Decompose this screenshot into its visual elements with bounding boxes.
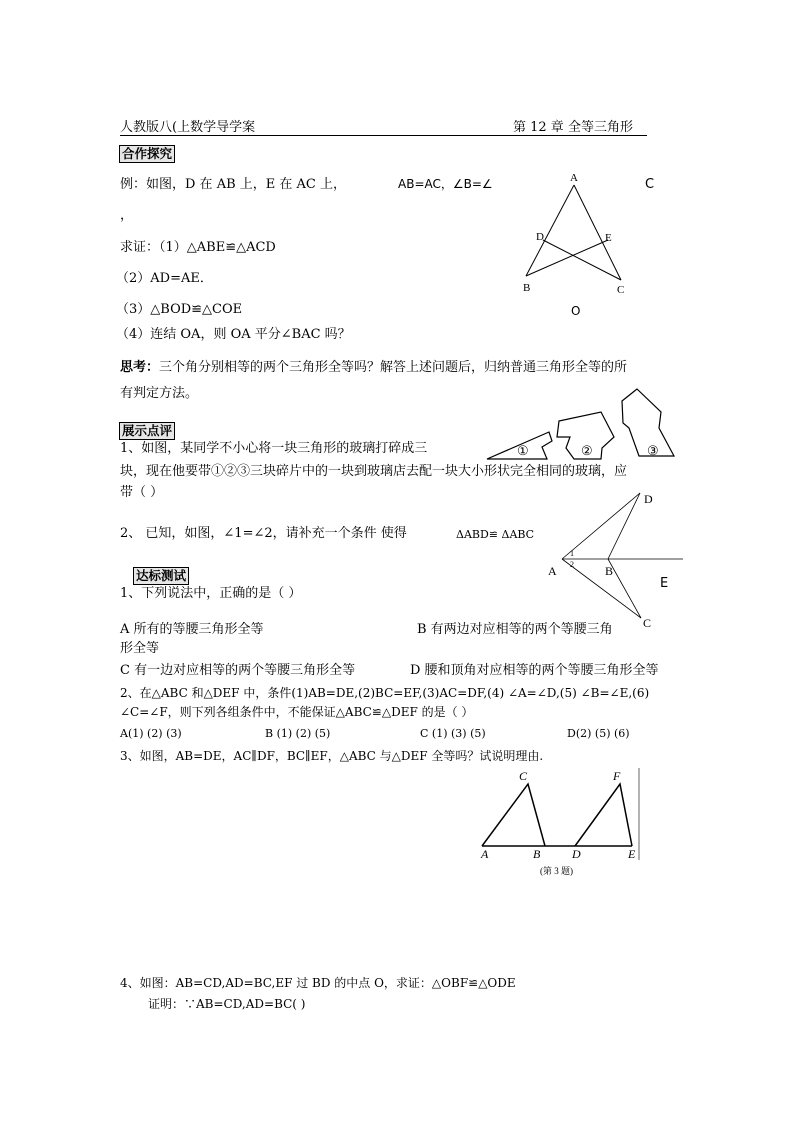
example-line1c: C	[645, 177, 655, 192]
fig3-label-a: A	[481, 847, 489, 861]
test-q2-option-a: A(1) (2) (3)	[120, 727, 182, 740]
example-p3: （3）△BOD≌△COE	[116, 302, 243, 317]
think-label: 思考：	[120, 360, 160, 375]
test-q2-option-b: B (1) (2) (5)	[265, 727, 331, 740]
example-p4: （4）连结 OA，则 OA 平分∠BAC 吗？	[116, 327, 351, 342]
figure1-o-label: O	[571, 304, 581, 318]
display-q1-line1: 1、如图，某同学不小心将一块三角形的玻璃打碎成三	[120, 441, 428, 456]
test-q2-line2: ∠C=∠F，则下列各组条件中，不能保证△ABC≌△DEF 的是（ ）	[120, 705, 474, 719]
test-q1-option-b: B 有两边对应相等的两个等腰三角	[417, 622, 613, 637]
fig4-label-c: C	[643, 616, 652, 630]
display-q2-text: 2、 已知，如图，∠1=∠2，请补充一个条件 使得	[120, 526, 407, 541]
test-q1-option-c: C 有一边对应相等的两个等腰三角形全等	[120, 663, 356, 678]
glass-piece-1: ①	[517, 443, 529, 458]
test-q2-line1: 2、在△ABC 和△DEF 中，条件(1)AB=DE,(2)BC=EF,(3)AC=DF,(4) ∠A=∠D,(5) ∠B=∠E,(6)	[120, 686, 650, 700]
fig4-label-2: 2	[570, 560, 574, 569]
example-line1b: AB=AC，∠B=∠	[398, 177, 493, 191]
fig1-label-d: D	[536, 231, 544, 243]
test-q2-option-d: D(2) (5) (6)	[567, 727, 630, 740]
test-q1-option-b2: 形全等	[120, 641, 160, 656]
fig3-label-b: B	[533, 847, 541, 861]
fig1-label-b: B	[523, 282, 531, 294]
fig4-label-b: B	[605, 564, 614, 578]
test-q1-stem: 1、下列说法中，正确的是（ ）	[120, 586, 302, 601]
think-line1: 三个角分别相等的两个三角形全等吗？解答上述问题后，归纳普通三角形全等的所	[159, 360, 628, 375]
header-right: 第 12 章 全等三角形	[513, 120, 633, 135]
fig3-label-e: E	[628, 847, 636, 861]
fig1-label-c: C	[617, 284, 625, 296]
header-left: 人教版八(上数学导学案	[120, 120, 256, 135]
fig4-label-1: 1	[570, 549, 574, 558]
test-q2-option-c: C (1) (3) (5)	[420, 727, 486, 740]
glass-piece-2: ②	[581, 443, 593, 458]
display-q2-tail: ΔABD≌ ΔABC	[456, 528, 535, 541]
test-q4-line1: 4、如图：AB=CD,AD=BC,EF 过 BD 的中点 O，求证：△OBF≌△ODE	[120, 976, 516, 990]
figure-angle-e-label: E	[660, 576, 669, 591]
glass-piece-3: ③	[647, 443, 659, 458]
section-test: 达标测试	[133, 567, 189, 585]
display-q1-line2: 块，现在他要带①②③三块碎片中的一块到玻璃店去配一块大小形状完全相同的玻璃，应	[120, 464, 628, 479]
section-display: 展示点评	[119, 422, 175, 440]
display-q1-line3: 带（ ）	[120, 485, 164, 500]
fig3-label-c: C	[519, 769, 528, 783]
section-cooperate: 合作探究	[119, 145, 175, 163]
example-line2: ，	[120, 208, 134, 223]
test-q4-line2: 证明：∵AB=CD,AD=BC( )	[148, 997, 306, 1011]
example-line1: 例：如图，D 在 AB 上，E 在 AC 上，	[120, 177, 346, 192]
example-prove: 求证：（1）△ABE≌△ACD	[120, 240, 276, 255]
test-q1-option-d: D 腰和顶角对应相等的两个等腰三角形全等	[410, 663, 659, 678]
fig4-label-d: D	[644, 492, 653, 506]
think-line2: 有判定方法。	[120, 386, 199, 401]
example-p2: （2）AD=AE．	[116, 271, 213, 286]
fig3-label-f: F	[613, 769, 621, 783]
fig3-label-d: D	[572, 847, 581, 861]
fig1-label-e: E	[605, 232, 612, 244]
fig1-label-a: A	[570, 172, 578, 184]
fig4-label-a: A	[548, 564, 557, 578]
fig3-caption: (第 3 题)	[540, 866, 573, 876]
test-q1-option-a: A 所有的等腰三角形全等	[120, 622, 264, 637]
test-q3-line: 3、如图，AB=DE，AC∥DF，BC∥EF，△ABC 与△DEF 全等吗？试说明理由.	[120, 749, 544, 763]
